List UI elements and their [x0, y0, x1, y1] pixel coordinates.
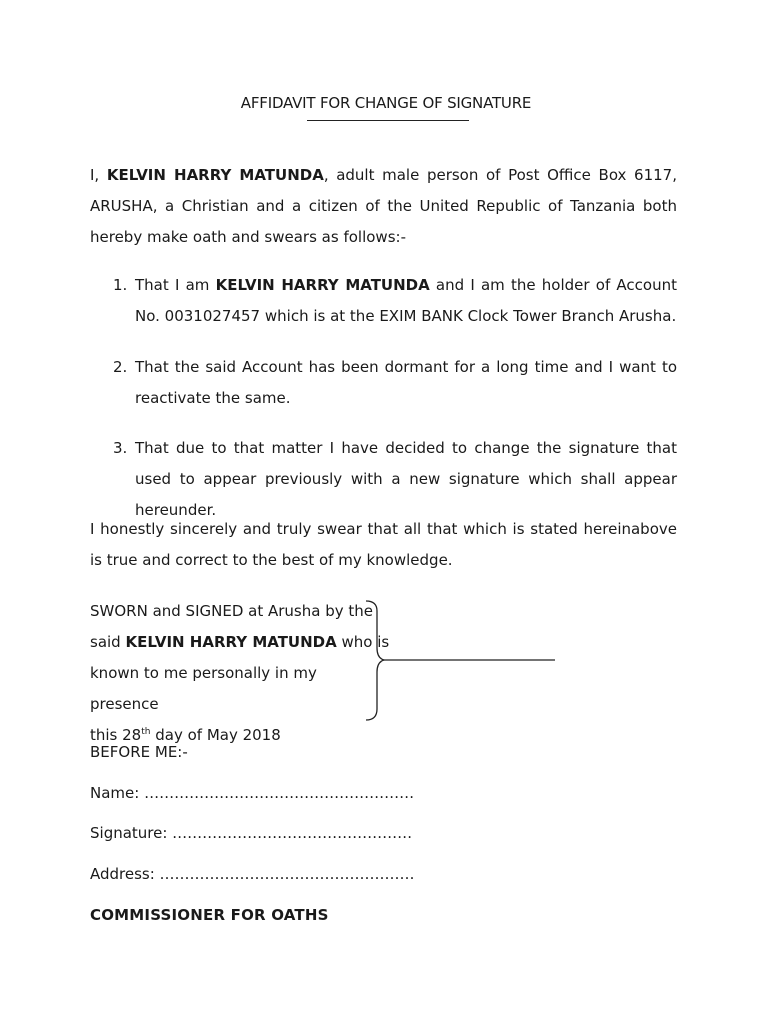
intro-paragraph — [90, 160, 677, 253]
title-underline — [307, 120, 469, 121]
list-item-number: 2. — [113, 358, 128, 376]
list-item-text: That the said Account has been dormant for a long time and I want to reactivate the same. — [135, 358, 677, 407]
closing-paragraph: I honestly sincerely and truly swear that all that which is stated hereinabove is true and correct to the best of my knowledge. — [90, 520, 677, 569]
jurat-date-prefix: this 28 — [90, 726, 142, 744]
jurat-brace — [362, 596, 562, 726]
jurat-line-3: known to me personally in my presence — [90, 664, 317, 713]
list-item-number: 1. — [113, 276, 128, 294]
list-item-number: 3. — [113, 439, 128, 457]
jurat-name: KELVIN HARRY MATUNDA — [125, 633, 337, 651]
list-item-text: That due to that matter I have decided to change the signature that used to appear previously with a new signature which shall appear hereunder. — [135, 439, 677, 519]
jurat-date-suffix: th — [141, 727, 151, 737]
item-name: KELVIN HARRY MATUNDA — [215, 276, 430, 294]
intro-rest: , adult male person of Post Office Box 6117, ARUSHA, a Christian and a citizen of the United Republic of Tanzania both hereby make oath and swears as follows:- — [90, 166, 677, 246]
jurat-block — [90, 596, 390, 751]
jurat-said: said — [90, 633, 126, 651]
commissioner-name-field: Name: ……………………………………………… — [90, 784, 415, 802]
before-me-label: BEFORE ME:- — [90, 743, 188, 761]
intro-prefix: I, — [90, 166, 107, 184]
jurat-line-1: SWORN and SIGNED at Arusha by the — [90, 602, 373, 620]
jurat-date-rest: day of May 2018 — [150, 726, 281, 744]
intro-name: KELVIN HARRY MATUNDA — [106, 166, 324, 184]
jurat-who: who is — [336, 633, 390, 651]
item-rest: and I am the holder of Account No. 0031027457 which is at the EXIM BANK Clock Tower Branch Arusha. — [135, 276, 677, 325]
jurat-line-2 — [90, 627, 390, 658]
commissioner-address-field: Address: …………………………………………… — [90, 865, 415, 883]
document-title: AFFIDAVIT FOR CHANGE OF SIGNATURE — [240, 94, 532, 112]
list-item-text — [135, 270, 677, 332]
commissioner-signature-field: Signature: ………………………………………… — [90, 824, 413, 842]
item-prefix: That I am — [135, 276, 216, 294]
commissioner-for-oaths-label: COMMISSIONER FOR OATHS — [90, 906, 329, 924]
